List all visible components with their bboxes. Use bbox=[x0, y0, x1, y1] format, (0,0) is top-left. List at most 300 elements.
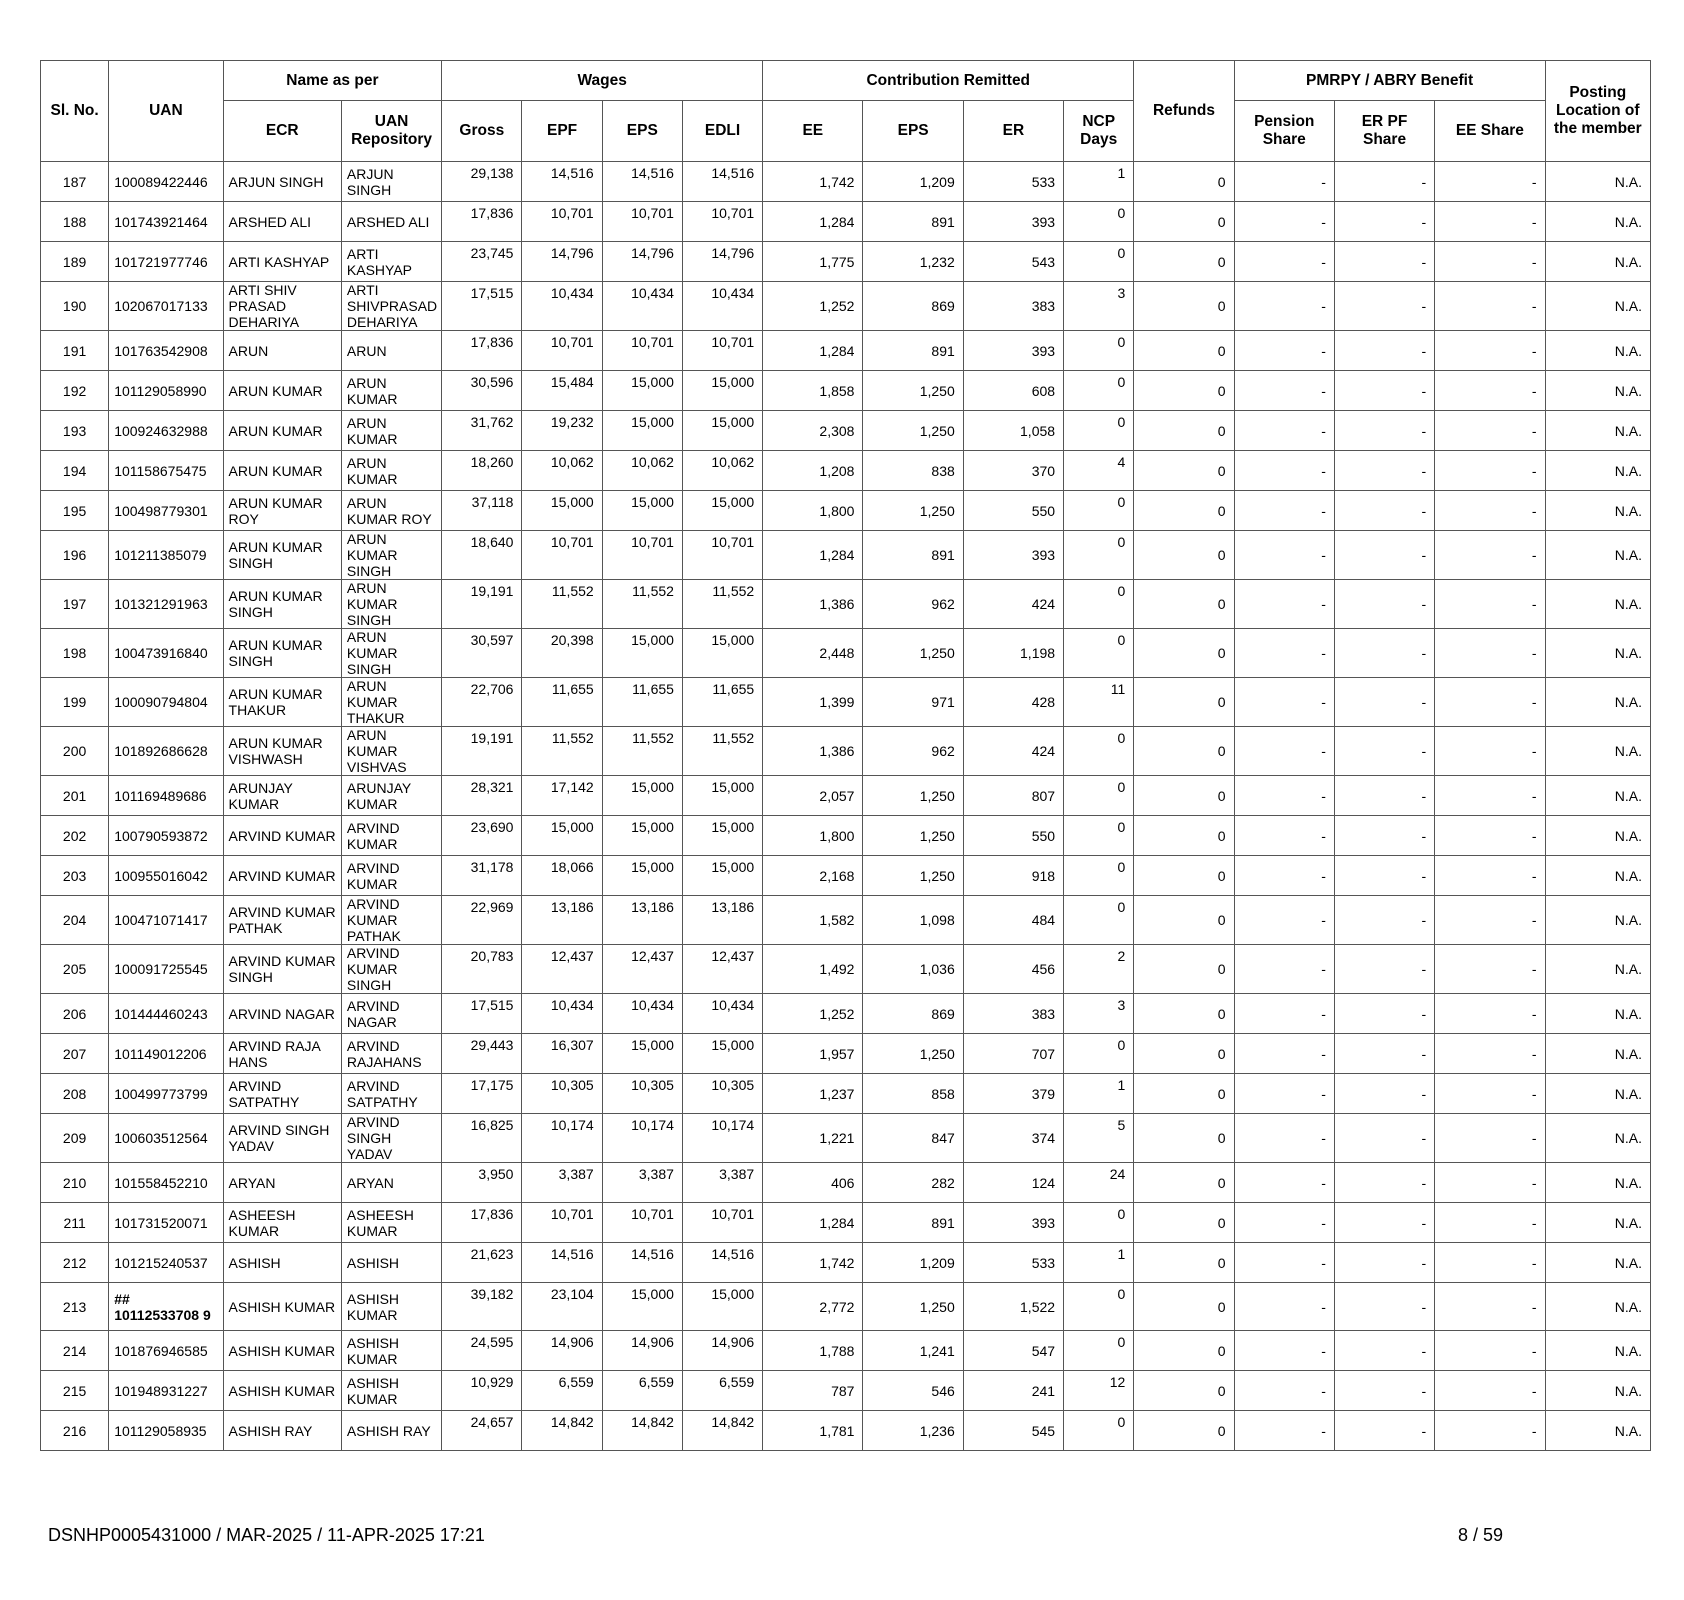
cell-ee: 787 bbox=[763, 1371, 863, 1411]
cell-er-pf-share: - bbox=[1334, 945, 1434, 994]
cell-ncp-days: 2 bbox=[1064, 945, 1134, 994]
cell-pension-share: - bbox=[1234, 1203, 1334, 1243]
table-row bbox=[41, 1331, 1651, 1371]
cell-name-ecr: ARJUN SINGH bbox=[223, 162, 341, 202]
cell-name-uan-repository: ARVIND RAJAHANS bbox=[341, 1034, 441, 1074]
cell-ee-share: - bbox=[1435, 994, 1545, 1034]
cell-er: 393 bbox=[963, 331, 1063, 371]
cell-er: 393 bbox=[963, 202, 1063, 242]
cell-posting-location: N.A. bbox=[1545, 727, 1650, 776]
cell-uan: 101892686628 bbox=[109, 727, 223, 776]
cell-uan: 101158675475 bbox=[109, 451, 223, 491]
cell-ee: 2,168 bbox=[763, 856, 863, 896]
cell-ee: 1,284 bbox=[763, 531, 863, 580]
cell-eps-wages: 3,387 bbox=[602, 1163, 682, 1203]
header-ncp-days: NCP Days bbox=[1064, 101, 1134, 162]
table-row bbox=[41, 202, 1651, 242]
cell-name-uan-repository: ARUN KUMAR bbox=[341, 411, 441, 451]
cell-pension-share: - bbox=[1234, 1163, 1334, 1203]
cell-edli: 11,655 bbox=[682, 678, 762, 727]
cell-gross: 23,745 bbox=[442, 242, 522, 282]
cell-uan: 101876946585 bbox=[109, 1331, 223, 1371]
header-ee: EE bbox=[763, 101, 863, 162]
cell-eps-contribution: 1,250 bbox=[863, 629, 963, 678]
cell-sl-no: 208 bbox=[41, 1074, 109, 1114]
cell-eps-contribution: 869 bbox=[863, 282, 963, 331]
cell-name-uan-repository: ARSHED ALI bbox=[341, 202, 441, 242]
cell-gross: 17,836 bbox=[442, 1203, 522, 1243]
table-row bbox=[41, 856, 1651, 896]
cell-name-uan-repository: ARUN KUMAR VISHVAS bbox=[341, 727, 441, 776]
cell-eps-wages: 15,000 bbox=[602, 411, 682, 451]
cell-uan: 100790593872 bbox=[109, 816, 223, 856]
cell-ncp-days: 0 bbox=[1064, 856, 1134, 896]
cell-pension-share: - bbox=[1234, 531, 1334, 580]
cell-ee: 1,742 bbox=[763, 162, 863, 202]
cell-er: 393 bbox=[963, 531, 1063, 580]
cell-ee-share: - bbox=[1435, 727, 1545, 776]
cell-gross: 29,138 bbox=[442, 162, 522, 202]
cell-pension-share: - bbox=[1234, 331, 1334, 371]
cell-epf: 15,000 bbox=[522, 491, 602, 531]
cell-posting-location: N.A. bbox=[1545, 678, 1650, 727]
cell-sl-no: 192 bbox=[41, 371, 109, 411]
cell-gross: 10,929 bbox=[442, 1371, 522, 1411]
cell-sl-no: 210 bbox=[41, 1163, 109, 1203]
header-er: ER bbox=[963, 101, 1063, 162]
footer-page-number: 8 / 59 bbox=[1458, 1525, 1504, 1545]
cell-er: 456 bbox=[963, 945, 1063, 994]
cell-sl-no: 206 bbox=[41, 994, 109, 1034]
cell-er: 707 bbox=[963, 1034, 1063, 1074]
cell-uan: 101763542908 bbox=[109, 331, 223, 371]
cell-ncp-days: 0 bbox=[1064, 202, 1134, 242]
cell-posting-location: N.A. bbox=[1545, 994, 1650, 1034]
cell-edli: 10,174 bbox=[682, 1114, 762, 1163]
cell-name-uan-repository: ARTI SHIVPRASAD DEHARIYA bbox=[341, 282, 441, 331]
cell-er-pf-share: - bbox=[1334, 1163, 1434, 1203]
cell-epf: 11,552 bbox=[522, 727, 602, 776]
cell-ncp-days: 0 bbox=[1064, 1034, 1134, 1074]
cell-refunds: 0 bbox=[1134, 1114, 1234, 1163]
cell-uan: 100473916840 bbox=[109, 629, 223, 678]
cell-gross: 24,657 bbox=[442, 1411, 522, 1451]
cell-eps-wages: 15,000 bbox=[602, 371, 682, 411]
table-row bbox=[41, 1203, 1651, 1243]
cell-gross: 18,640 bbox=[442, 531, 522, 580]
cell-gross: 17,175 bbox=[442, 1074, 522, 1114]
table-row bbox=[41, 371, 1651, 411]
cell-er-pf-share: - bbox=[1334, 1114, 1434, 1163]
cell-er-pf-share: - bbox=[1334, 994, 1434, 1034]
cell-ncp-days: 1 bbox=[1064, 1243, 1134, 1283]
cell-sl-no: 196 bbox=[41, 531, 109, 580]
cell-edli: 14,796 bbox=[682, 242, 762, 282]
cell-sl-no: 201 bbox=[41, 776, 109, 816]
cell-pension-share: - bbox=[1234, 1371, 1334, 1411]
cell-posting-location: N.A. bbox=[1545, 1371, 1650, 1411]
cell-er-pf-share: - bbox=[1334, 162, 1434, 202]
cell-eps-contribution: 971 bbox=[863, 678, 963, 727]
cell-eps-wages: 10,434 bbox=[602, 282, 682, 331]
cell-pension-share: - bbox=[1234, 1074, 1334, 1114]
cell-name-uan-repository: ARUN KUMAR bbox=[341, 371, 441, 411]
header-contribution-remitted: Contribution Remitted bbox=[763, 61, 1134, 101]
cell-er: 374 bbox=[963, 1114, 1063, 1163]
cell-name-ecr: ARVIND KUMAR bbox=[223, 856, 341, 896]
cell-name-ecr: ARVIND KUMAR bbox=[223, 816, 341, 856]
cell-epf: 15,000 bbox=[522, 816, 602, 856]
cell-name-ecr: ARYAN bbox=[223, 1163, 341, 1203]
cell-pension-share: - bbox=[1234, 1411, 1334, 1451]
header-edli: EDLI bbox=[682, 101, 762, 162]
cell-edli: 10,701 bbox=[682, 331, 762, 371]
cell-epf: 10,701 bbox=[522, 531, 602, 580]
cell-posting-location: N.A. bbox=[1545, 580, 1650, 629]
cell-pension-share: - bbox=[1234, 856, 1334, 896]
cell-epf: 20,398 bbox=[522, 629, 602, 678]
cell-pension-share: - bbox=[1234, 282, 1334, 331]
cell-name-ecr: ASHEESH KUMAR bbox=[223, 1203, 341, 1243]
cell-eps-contribution: 282 bbox=[863, 1163, 963, 1203]
cell-posting-location: N.A. bbox=[1545, 816, 1650, 856]
cell-er: 608 bbox=[963, 371, 1063, 411]
cell-ee: 1,386 bbox=[763, 580, 863, 629]
cell-eps-wages: 11,552 bbox=[602, 580, 682, 629]
cell-posting-location: N.A. bbox=[1545, 856, 1650, 896]
footer-document-id: DSNHP0005431000 / MAR-2025 / 11-APR-2025 17:21 bbox=[48, 1525, 485, 1545]
cell-name-ecr: ARUN KUMAR bbox=[223, 371, 341, 411]
cell-gross: 20,783 bbox=[442, 945, 522, 994]
cell-name-ecr: ARUN KUMAR SINGH bbox=[223, 531, 341, 580]
cell-pension-share: - bbox=[1234, 816, 1334, 856]
cell-eps-wages: 11,552 bbox=[602, 727, 682, 776]
cell-uan: 101558452210 bbox=[109, 1163, 223, 1203]
cell-epf: 10,701 bbox=[522, 331, 602, 371]
cell-sl-no: 194 bbox=[41, 451, 109, 491]
cell-eps-wages: 14,516 bbox=[602, 1243, 682, 1283]
cell-er-pf-share: - bbox=[1334, 371, 1434, 411]
cell-pension-share: - bbox=[1234, 727, 1334, 776]
cell-name-ecr: ARUN KUMAR bbox=[223, 411, 341, 451]
cell-edli: 14,516 bbox=[682, 162, 762, 202]
cell-refunds: 0 bbox=[1134, 1074, 1234, 1114]
cell-posting-location: N.A. bbox=[1545, 242, 1650, 282]
cell-ncp-days: 1 bbox=[1064, 162, 1134, 202]
cell-eps-wages: 14,842 bbox=[602, 1411, 682, 1451]
cell-refunds: 0 bbox=[1134, 816, 1234, 856]
cell-epf: 14,516 bbox=[522, 1243, 602, 1283]
cell-eps-contribution: 1,036 bbox=[863, 945, 963, 994]
cell-name-ecr: ARVIND SATPATHY bbox=[223, 1074, 341, 1114]
cell-er: 550 bbox=[963, 491, 1063, 531]
cell-refunds: 0 bbox=[1134, 1243, 1234, 1283]
cell-refunds: 0 bbox=[1134, 1411, 1234, 1451]
cell-er-pf-share: - bbox=[1334, 531, 1434, 580]
cell-eps-wages: 10,701 bbox=[602, 1203, 682, 1243]
cell-ee-share: - bbox=[1435, 896, 1545, 945]
cell-eps-contribution: 962 bbox=[863, 727, 963, 776]
cell-uan: 101721977746 bbox=[109, 242, 223, 282]
cell-refunds: 0 bbox=[1134, 896, 1234, 945]
cell-eps-contribution: 962 bbox=[863, 580, 963, 629]
cell-posting-location: N.A. bbox=[1545, 1034, 1650, 1074]
cell-name-ecr: ARUN KUMAR SINGH bbox=[223, 629, 341, 678]
cell-er-pf-share: - bbox=[1334, 629, 1434, 678]
cell-edli: 15,000 bbox=[682, 816, 762, 856]
table-row bbox=[41, 1114, 1651, 1163]
cell-edli: 11,552 bbox=[682, 727, 762, 776]
cell-refunds: 0 bbox=[1134, 856, 1234, 896]
cell-eps-wages: 15,000 bbox=[602, 816, 682, 856]
header-gross: Gross bbox=[442, 101, 522, 162]
cell-epf: 18,066 bbox=[522, 856, 602, 896]
cell-gross: 24,595 bbox=[442, 1331, 522, 1371]
table-row bbox=[41, 1243, 1651, 1283]
cell-uan: 100090794804 bbox=[109, 678, 223, 727]
cell-er-pf-share: - bbox=[1334, 1074, 1434, 1114]
cell-refunds: 0 bbox=[1134, 1283, 1234, 1331]
cell-eps-contribution: 546 bbox=[863, 1371, 963, 1411]
cell-edli: 10,701 bbox=[682, 531, 762, 580]
cell-gross: 37,118 bbox=[442, 491, 522, 531]
cell-uan: 102067017133 bbox=[109, 282, 223, 331]
cell-name-uan-repository: ARUN KUMAR THAKUR bbox=[341, 678, 441, 727]
cell-ncp-days: 3 bbox=[1064, 994, 1134, 1034]
header-uan: UAN bbox=[109, 61, 223, 162]
cell-ncp-days: 0 bbox=[1064, 1283, 1134, 1331]
cell-ee: 1,582 bbox=[763, 896, 863, 945]
cell-gross: 30,597 bbox=[442, 629, 522, 678]
cell-pension-share: - bbox=[1234, 411, 1334, 451]
cell-ee: 1,386 bbox=[763, 727, 863, 776]
cell-er: 533 bbox=[963, 162, 1063, 202]
cell-er-pf-share: - bbox=[1334, 202, 1434, 242]
cell-eps-contribution: 1,236 bbox=[863, 1411, 963, 1451]
cell-posting-location: N.A. bbox=[1545, 776, 1650, 816]
cell-pension-share: - bbox=[1234, 580, 1334, 629]
cell-refunds: 0 bbox=[1134, 580, 1234, 629]
cell-posting-location: N.A. bbox=[1545, 282, 1650, 331]
cell-sl-no: 215 bbox=[41, 1371, 109, 1411]
cell-name-ecr: ARVIND KUMAR SINGH bbox=[223, 945, 341, 994]
table-row bbox=[41, 727, 1651, 776]
table-row bbox=[41, 629, 1651, 678]
cell-er-pf-share: - bbox=[1334, 1283, 1434, 1331]
cell-uan: 100924632988 bbox=[109, 411, 223, 451]
cell-uan: 101211385079 bbox=[109, 531, 223, 580]
cell-ncp-days: 3 bbox=[1064, 282, 1134, 331]
cell-posting-location: N.A. bbox=[1545, 371, 1650, 411]
cell-refunds: 0 bbox=[1134, 411, 1234, 451]
header-name-as-per: Name as per bbox=[223, 61, 442, 101]
cell-pension-share: - bbox=[1234, 629, 1334, 678]
cell-sl-no: 202 bbox=[41, 816, 109, 856]
cell-edli: 14,842 bbox=[682, 1411, 762, 1451]
cell-ee: 1,800 bbox=[763, 816, 863, 856]
cell-pension-share: - bbox=[1234, 1114, 1334, 1163]
cell-ee: 1,237 bbox=[763, 1074, 863, 1114]
cell-er: 484 bbox=[963, 896, 1063, 945]
cell-ee-share: - bbox=[1435, 282, 1545, 331]
cell-name-ecr: ARUN KUMAR ROY bbox=[223, 491, 341, 531]
cell-epf: 6,559 bbox=[522, 1371, 602, 1411]
cell-ee: 1,399 bbox=[763, 678, 863, 727]
cell-eps-contribution: 1,250 bbox=[863, 491, 963, 531]
cell-refunds: 0 bbox=[1134, 451, 1234, 491]
cell-ee: 2,057 bbox=[763, 776, 863, 816]
cell-posting-location: N.A. bbox=[1545, 491, 1650, 531]
cell-refunds: 0 bbox=[1134, 331, 1234, 371]
cell-refunds: 0 bbox=[1134, 629, 1234, 678]
cell-name-ecr: ARUN KUMAR bbox=[223, 451, 341, 491]
cell-ee: 2,308 bbox=[763, 411, 863, 451]
cell-uan: 101169489686 bbox=[109, 776, 223, 816]
table-row bbox=[41, 531, 1651, 580]
cell-ee-share: - bbox=[1435, 1283, 1545, 1331]
cell-sl-no: 214 bbox=[41, 1331, 109, 1371]
cell-name-uan-repository: ARTI KASHYAP bbox=[341, 242, 441, 282]
cell-eps-wages: 11,655 bbox=[602, 678, 682, 727]
cell-eps-wages: 10,062 bbox=[602, 451, 682, 491]
cell-ee-share: - bbox=[1435, 411, 1545, 451]
cell-epf: 14,906 bbox=[522, 1331, 602, 1371]
cell-gross: 21,623 bbox=[442, 1243, 522, 1283]
cell-name-uan-repository: ARVIND NAGAR bbox=[341, 994, 441, 1034]
header-eps-contribution: EPS bbox=[863, 101, 963, 162]
cell-er: 918 bbox=[963, 856, 1063, 896]
cell-name-ecr: ARVIND SINGH YADAV bbox=[223, 1114, 341, 1163]
cell-refunds: 0 bbox=[1134, 1331, 1234, 1371]
cell-edli: 15,000 bbox=[682, 776, 762, 816]
header-pension-share: Pension Share bbox=[1234, 101, 1334, 162]
cell-uan: 100603512564 bbox=[109, 1114, 223, 1163]
cell-epf: 17,142 bbox=[522, 776, 602, 816]
cell-refunds: 0 bbox=[1134, 242, 1234, 282]
cell-ee-share: - bbox=[1435, 580, 1545, 629]
cell-ncp-days: 0 bbox=[1064, 1203, 1134, 1243]
cell-er-pf-share: - bbox=[1334, 1411, 1434, 1451]
cell-er: 1,522 bbox=[963, 1283, 1063, 1331]
table-row bbox=[41, 491, 1651, 531]
header-uan-repository: UAN Repository bbox=[341, 101, 441, 162]
cell-sl-no: 216 bbox=[41, 1411, 109, 1451]
cell-ee-share: - bbox=[1435, 1243, 1545, 1283]
cell-ee-share: - bbox=[1435, 242, 1545, 282]
table-row bbox=[41, 896, 1651, 945]
cell-ee: 1,284 bbox=[763, 202, 863, 242]
table-row bbox=[41, 282, 1651, 331]
cell-epf: 3,387 bbox=[522, 1163, 602, 1203]
cell-sl-no: 199 bbox=[41, 678, 109, 727]
cell-er-pf-share: - bbox=[1334, 282, 1434, 331]
cell-er: 383 bbox=[963, 994, 1063, 1034]
cell-name-uan-repository: ARUN bbox=[341, 331, 441, 371]
table-row bbox=[41, 1371, 1651, 1411]
cell-eps-contribution: 1,250 bbox=[863, 856, 963, 896]
cell-sl-no: 198 bbox=[41, 629, 109, 678]
cell-edli: 15,000 bbox=[682, 411, 762, 451]
cell-er-pf-share: - bbox=[1334, 1034, 1434, 1074]
cell-gross: 3,950 bbox=[442, 1163, 522, 1203]
cell-eps-wages: 15,000 bbox=[602, 776, 682, 816]
cell-ncp-days: 24 bbox=[1064, 1163, 1134, 1203]
cell-ncp-days: 0 bbox=[1064, 1411, 1134, 1451]
cell-sl-no: 188 bbox=[41, 202, 109, 242]
cell-sl-no: 212 bbox=[41, 1243, 109, 1283]
cell-ncp-days: 0 bbox=[1064, 242, 1134, 282]
cell-posting-location: N.A. bbox=[1545, 1283, 1650, 1331]
cell-pension-share: - bbox=[1234, 1283, 1334, 1331]
cell-er: 393 bbox=[963, 1203, 1063, 1243]
cell-name-ecr: ARVIND NAGAR bbox=[223, 994, 341, 1034]
cell-name-ecr: ARUN KUMAR VISHWASH bbox=[223, 727, 341, 776]
cell-uan: 101731520071 bbox=[109, 1203, 223, 1243]
cell-name-uan-repository: ARUN KUMAR SINGH bbox=[341, 629, 441, 678]
cell-ncp-days: 0 bbox=[1064, 1331, 1134, 1371]
cell-gross: 22,969 bbox=[442, 896, 522, 945]
cell-er: 124 bbox=[963, 1163, 1063, 1203]
cell-uan: 100499773799 bbox=[109, 1074, 223, 1114]
cell-refunds: 0 bbox=[1134, 776, 1234, 816]
cell-uan: 101149012206 bbox=[109, 1034, 223, 1074]
cell-ee-share: - bbox=[1435, 1114, 1545, 1163]
cell-epf: 16,307 bbox=[522, 1034, 602, 1074]
cell-eps-wages: 12,437 bbox=[602, 945, 682, 994]
cell-refunds: 0 bbox=[1134, 1163, 1234, 1203]
cell-er: 424 bbox=[963, 580, 1063, 629]
cell-uan: 100498779301 bbox=[109, 491, 223, 531]
cell-ncp-days: 0 bbox=[1064, 776, 1134, 816]
cell-er: 807 bbox=[963, 776, 1063, 816]
cell-eps-contribution: 1,250 bbox=[863, 371, 963, 411]
cell-eps-contribution: 1,250 bbox=[863, 816, 963, 856]
cell-sl-no: 207 bbox=[41, 1034, 109, 1074]
cell-sl-no: 189 bbox=[41, 242, 109, 282]
cell-posting-location: N.A. bbox=[1545, 1114, 1650, 1163]
cell-ee-share: - bbox=[1435, 1203, 1545, 1243]
cell-er: 550 bbox=[963, 816, 1063, 856]
cell-pension-share: - bbox=[1234, 202, 1334, 242]
cell-eps-contribution: 858 bbox=[863, 1074, 963, 1114]
table-row bbox=[41, 1163, 1651, 1203]
table-header bbox=[41, 61, 1651, 162]
cell-sl-no: 205 bbox=[41, 945, 109, 994]
header-refunds: Refunds bbox=[1134, 61, 1234, 162]
cell-name-uan-repository: ARVIND KUMAR SINGH bbox=[341, 945, 441, 994]
cell-pension-share: - bbox=[1234, 242, 1334, 282]
cell-name-uan-repository: ARYAN bbox=[341, 1163, 441, 1203]
cell-eps-wages: 10,701 bbox=[602, 531, 682, 580]
cell-name-ecr: ARUN bbox=[223, 331, 341, 371]
cell-name-ecr: ARVIND KUMAR PATHAK bbox=[223, 896, 341, 945]
header-wages: Wages bbox=[442, 61, 763, 101]
cell-posting-location: N.A. bbox=[1545, 162, 1650, 202]
cell-name-uan-repository: ARVIND KUMAR bbox=[341, 856, 441, 896]
cell-uan: 100091725545 bbox=[109, 945, 223, 994]
cell-er-pf-share: - bbox=[1334, 580, 1434, 629]
cell-epf: 10,062 bbox=[522, 451, 602, 491]
cell-uan: 100471071417 bbox=[109, 896, 223, 945]
cell-ncp-days: 0 bbox=[1064, 816, 1134, 856]
cell-eps-wages: 15,000 bbox=[602, 491, 682, 531]
table-row bbox=[41, 678, 1651, 727]
cell-edli: 14,906 bbox=[682, 1331, 762, 1371]
cell-er-pf-share: - bbox=[1334, 896, 1434, 945]
cell-er-pf-share: - bbox=[1334, 331, 1434, 371]
cell-eps-contribution: 891 bbox=[863, 331, 963, 371]
cell-ncp-days: 5 bbox=[1064, 1114, 1134, 1163]
